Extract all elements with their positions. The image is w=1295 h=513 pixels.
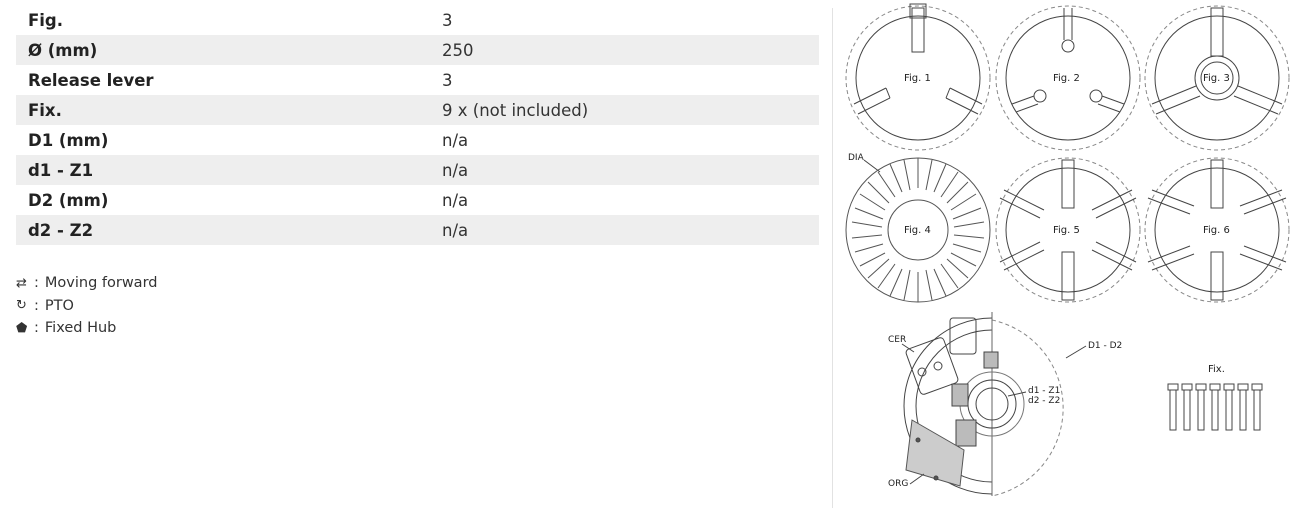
spec-label: Release lever <box>28 70 154 90</box>
table-row <box>16 35 819 65</box>
bolt-icon <box>1210 384 1220 430</box>
spec-label: d1 - Z1 <box>16 155 430 185</box>
spec-value: 250 <box>430 35 819 65</box>
fig-1-label: Fig. 1 <box>904 73 931 84</box>
legend-text: Moving forward <box>44 275 158 292</box>
org-leader <box>910 474 924 484</box>
spec-label: D2 (mm) <box>28 190 109 210</box>
legend-item <box>16 295 157 318</box>
bolt-icon <box>1182 384 1192 430</box>
divider <box>832 8 833 508</box>
spec-value: 9 x (not included) <box>430 95 819 125</box>
spec-value: 3 <box>442 70 453 90</box>
legend-text: Fixed Hub <box>44 320 117 337</box>
table-row <box>16 95 819 125</box>
spec-value: n/a <box>430 155 819 185</box>
bolt-icon <box>1196 384 1206 430</box>
figure-panel <box>840 0 1295 509</box>
specs-table <box>16 5 819 245</box>
bolt-icon <box>1168 384 1178 430</box>
legend-item <box>16 272 157 295</box>
spec-label: Fig. <box>28 10 64 30</box>
legend-separator: : <box>34 320 39 337</box>
arrows-icon: ⇄ <box>16 275 27 291</box>
fig-6-label: Fig. 6 <box>1203 225 1230 236</box>
spec-value: n/a <box>442 130 469 150</box>
spec-value: n/a <box>430 215 819 245</box>
fig-4-label: Fig. 4 <box>904 225 931 236</box>
legend-separator: : <box>34 275 39 292</box>
org-label: ORG <box>888 479 909 489</box>
table-row <box>16 185 819 215</box>
legend-separator: : <box>34 297 39 314</box>
fig-3-label: Fig. 3 <box>1203 73 1230 84</box>
legend-item <box>16 317 157 340</box>
legend-text: PTO <box>44 297 74 314</box>
table-row <box>16 65 819 95</box>
spec-label: Fix. <box>16 95 430 125</box>
bolt-icon-group <box>1168 384 1262 430</box>
clutch-diagram <box>840 0 1295 509</box>
d1z1-label: d1 - Z1 <box>1028 386 1061 396</box>
cer-label: CER <box>888 335 907 345</box>
legend <box>16 272 157 340</box>
d1d2-leader <box>1066 346 1086 358</box>
d1d2-label: D1 - D2 <box>1088 341 1123 351</box>
table-row <box>16 125 819 155</box>
d2z2-label: d2 - Z2 <box>1028 396 1061 406</box>
rotate-icon: ↻ <box>16 298 27 314</box>
table-row <box>16 215 819 245</box>
spec-value: 3 <box>442 10 453 30</box>
table-row <box>16 5 819 35</box>
fix-label: Fix. <box>1208 364 1225 375</box>
bolt-icon <box>1224 384 1234 430</box>
spec-label: d2 - Z2 <box>16 215 430 245</box>
spec-label: D1 (mm) <box>28 130 109 150</box>
bolt-icon <box>1252 384 1262 430</box>
table-row <box>16 155 819 185</box>
spec-label: Ø (mm) <box>16 35 430 65</box>
pentagon-icon: ⬟ <box>16 320 28 336</box>
spec-value: n/a <box>442 190 469 210</box>
bolt-icon <box>1238 384 1248 430</box>
fig-2-label: Fig. 2 <box>1053 73 1080 84</box>
fig-5-label: Fig. 5 <box>1053 225 1080 236</box>
dia-label: DIA <box>848 153 864 163</box>
